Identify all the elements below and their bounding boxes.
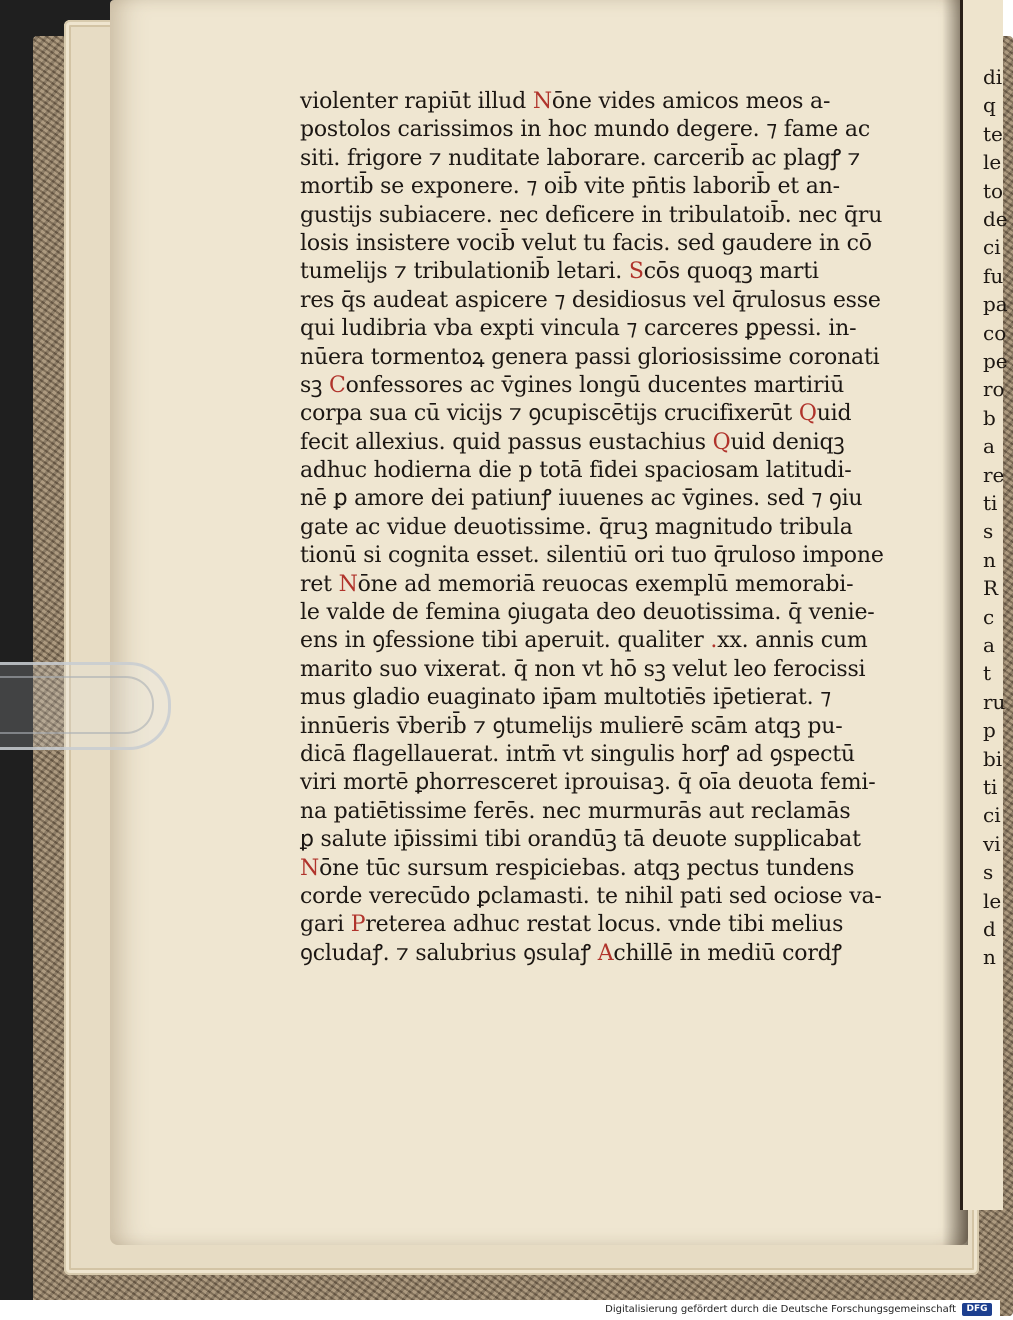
- text-line: mortib̄ se exponere. ⁊ oib̄ vite pn̄tis laborib̄ et an-: [300, 174, 840, 200]
- text-line: qui ludibria vba expti vincula ⁊ carceres ꝑpessi. in-: [300, 316, 857, 342]
- facing-page-fragment: b: [983, 405, 996, 430]
- text-line: le valde de femina ꝯiugata deo deuotissima. q̄ venie-: [300, 600, 875, 626]
- dfg-logo: DFG: [962, 1303, 992, 1316]
- text-line: tumelijs ⁊ tribulationib̄ letari. Scōs quoqꝫ marti: [300, 259, 819, 285]
- text-line: fecit allexius. quid passus eustachius Quid deniqꝫ: [300, 429, 845, 455]
- facing-page-fragment: re: [983, 462, 1005, 487]
- facing-page-fragment: te: [983, 121, 1003, 146]
- rubricated-initial: C: [328, 372, 346, 398]
- facing-page-fragment: q: [983, 93, 996, 118]
- text-line: tionū si cognita esset. silentiū ori tuo q̄ruloso impone: [300, 543, 884, 569]
- facing-page-fragment: c: [983, 604, 995, 629]
- text-line: innūeris v̄berib̄ ⁊ ꝯtumelijs mulierē scām atqꝫ pu-: [300, 713, 843, 739]
- text-line: mus gladio euaginato ip̄am multotiēs ip̄etierat. ⁊: [300, 685, 831, 711]
- facing-page-fragment: s: [983, 860, 994, 885]
- facing-page-fragment: fu: [983, 263, 1004, 288]
- rubricated-initial: Q: [712, 429, 731, 455]
- rubricated-initial: N: [338, 571, 358, 597]
- facing-page-fragment: co: [983, 320, 1007, 345]
- facing-page-fragment: a: [983, 434, 995, 459]
- footer-bar: [0, 1300, 1000, 1320]
- facing-page-fragment: R: [983, 576, 999, 601]
- funding-credit: Digitalisierung gefördert durch die Deutsche Forschungsgemeinschaft: [605, 1304, 956, 1315]
- facing-page-fragment: vi: [983, 831, 1001, 856]
- text-line: ꝯcludaꝭ. ⁊ salubrius ꝯsulaꝭ Achillē in mediū cordꝭ: [300, 940, 842, 966]
- facing-page-fragment: d: [983, 917, 996, 941]
- rubricated-initial: P: [350, 912, 366, 938]
- facing-page-fragment: bi: [983, 746, 1003, 771]
- facing-page-fragment: p: [983, 718, 996, 743]
- rubricated-initial: S: [628, 259, 644, 285]
- rubricated-initial: .: [710, 628, 718, 654]
- facing-page-edge: [960, 0, 1008, 1210]
- text-line: gustijs subiacere. nec deficere in tribulatoib̄. nec q̄ru: [300, 202, 883, 228]
- text-line: Nōne tūc sursum respiciebas. atqꝫ pectus tundens: [300, 855, 855, 881]
- text-line: nē ꝑ amore dei patiunꝭ iuuenes ac v̄gines. sed ⁊ ꝯiu: [300, 486, 863, 512]
- text-line: gari Preterea adhuc restat locus. vnde tibi melius: [300, 912, 844, 938]
- facing-page-fragment: de: [983, 207, 1008, 231]
- rubricated-initial: A: [597, 940, 614, 966]
- text-line: siti. frigore ⁊ nuditate laborare. carcerib̄ ac plagꝭ ⁊: [300, 145, 861, 171]
- facing-page-fragment: ci: [983, 235, 1001, 260]
- text-line: ens in ꝯfessione tibi aperuit. qualiter .xx. annis cum: [300, 628, 868, 654]
- rubricated-initial: Q: [798, 401, 817, 427]
- facing-page-fragment: ro: [983, 377, 1005, 402]
- facing-page-fragment: a: [983, 633, 995, 657]
- facing-page-fragment: ci: [983, 803, 1001, 828]
- text-line: postolos carissimos in hoc mundo degere. ⁊ fame ac: [300, 117, 870, 143]
- facing-page-fragment: n: [983, 945, 996, 970]
- text-line: dicā flagellauerat. intm̄ vt singulis horꝭ ad ꝯspectū: [300, 741, 855, 767]
- facing-page-fragment: s: [983, 519, 994, 544]
- facing-page-fragment: ti: [983, 775, 998, 799]
- text-line: corpa sua cū vicijs ⁊ ꝯcupiscētijs crucifixerūt Quid: [300, 401, 852, 427]
- text-line: na patiētissime ferēs. nec murmurās aut reclamās: [300, 798, 851, 824]
- facing-page-fragment: pa: [983, 292, 1008, 317]
- text-line: corde verecūdo ꝑclamasti. te nihil pati sed ociose va-: [300, 883, 882, 909]
- text-line: adhuc hodierna die p totā fidei spaciosam latitudi-: [300, 458, 852, 484]
- text-line: losis insistere vocib̄ velut tu facis. sed gaudere in cō: [300, 230, 872, 256]
- text-line: res q̄s audeat aspicere ⁊ desidiosus vel q̄rulosus esse: [300, 287, 881, 313]
- facing-page-fragment: t: [983, 661, 992, 686]
- text-line: ret Nōne ad memoriā reuocas exemplū memorabi-: [300, 571, 854, 597]
- text-line: nūera tormentoꝝ genera passi gloriosissime coronati: [300, 344, 880, 370]
- text-line: marito suo vixerat. q̄ non vt hō sꝫ velut leo ferocissi: [300, 656, 866, 682]
- text-line: viri mortē ꝑhorresceret iprouisaꝫ. q̄ oīa deuota femi-: [300, 770, 876, 796]
- book-clip-inner: [0, 676, 154, 734]
- text-line: violenter rapiūt illud Nōne vides amicos meos a-: [300, 89, 831, 114]
- facing-page-fragment: ti: [983, 491, 998, 515]
- facing-page-fragment: pe: [983, 349, 1008, 373]
- facing-page-fragment: ru: [983, 689, 1006, 714]
- text-line: ꝑ salute ip̄issimi tibi orandūꝫ tā deuote supplicabat: [300, 827, 861, 853]
- text-line: sꝫ Confessores ac v̄gines longū ducentes martiriū: [300, 372, 845, 398]
- facing-page-fragment: le: [983, 888, 1002, 913]
- facing-page-fragment: di: [983, 65, 1003, 89]
- rubricated-initial: N: [532, 89, 552, 114]
- facing-page-fragment: n: [983, 547, 996, 572]
- facing-page-fragment: le: [983, 150, 1002, 175]
- facing-page-fragment: to: [983, 178, 1004, 203]
- rubricated-initial: N: [300, 855, 320, 881]
- incunable-text-block: [300, 88, 900, 968]
- text-line: gate ac vidue deuotissime. q̄ruꝫ magnitudo tribula: [300, 514, 853, 540]
